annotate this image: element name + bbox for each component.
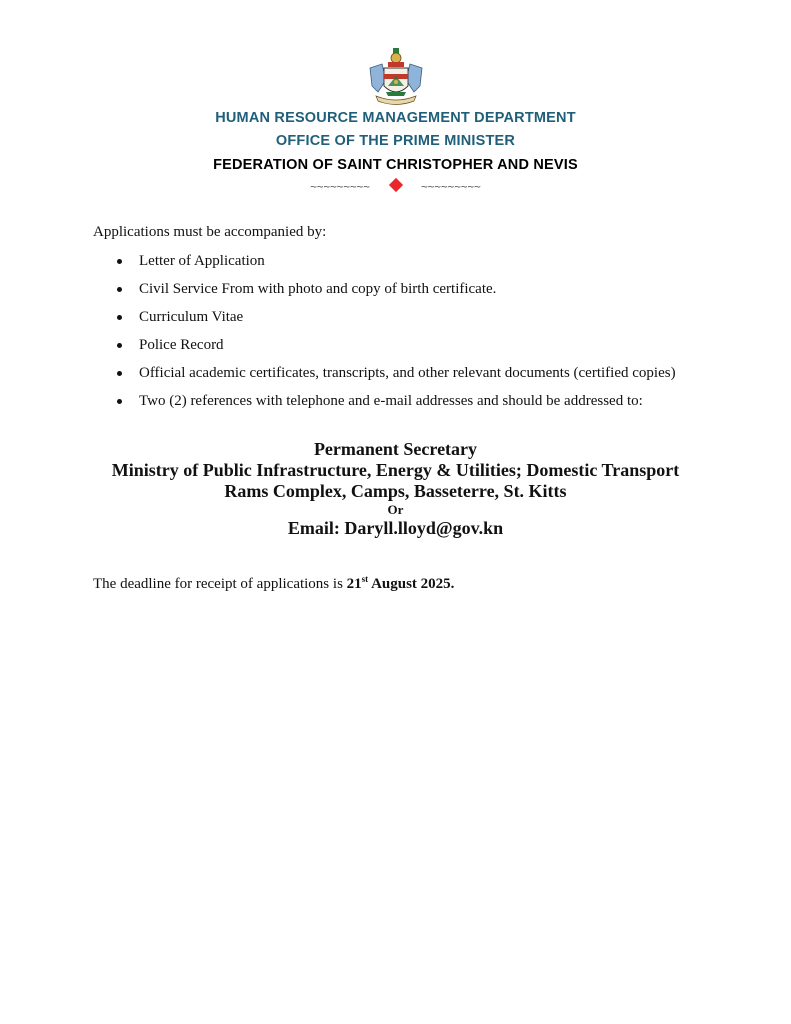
deadline-date-rest: August 2025. [368,576,455,592]
ministry-location: Rams Complex, Camps, Basseterre, St. Kitts [224,481,567,501]
office-title: OFFICE OF THE PRIME MINISTER [275,133,516,149]
bullet-icon [117,371,122,376]
recipient-title: Permanent Secretary [313,439,478,459]
contact-email: Email: Daryll.lloyd@gov.kn [287,518,504,538]
requirements-list [115,252,676,420]
ministry-name: Ministry of Public Infrastructure, Energy & Utilities; Domestic Transport [111,460,680,480]
deadline-notice [93,576,454,593]
requirement-text: Civil Service From with photo and copy of birth certificate. [139,281,497,297]
divider-tilde-left: ~~~~~~~~~ [310,180,370,193]
diamond-icon [388,178,402,192]
bullet-icon [117,315,122,320]
divider-tilde-right: ~~~~~~~~~ [421,180,481,193]
requirement-text: Letter of Application [139,253,265,269]
list-item [115,336,676,364]
federation-title: FEDERATION OF SAINT CHRISTOPHER AND NEVIS [213,157,578,173]
requirement-text: Official academic certificates, transcripts, and other relevant documents (certified copies) [139,365,676,381]
list-item [115,308,676,336]
list-item [115,364,676,392]
bullet-icon [117,259,122,264]
list-item [115,252,676,280]
deadline-day: 21 [346,576,362,592]
requirement-text: Police Record [139,337,224,353]
bullet-icon [117,399,122,404]
requirements-intro: Applications must be accompanied by: [93,224,327,240]
list-item [115,280,676,308]
department-title: HUMAN RESOURCE MANAGEMENT DEPARTMENT [215,110,576,126]
deadline-date [347,576,455,592]
header-divider [0,180,791,193]
bullet-icon [117,287,122,292]
requirement-text: Curriculum Vitae [139,309,244,325]
deadline-prefix: The deadline for receipt of applications is [93,576,347,592]
list-item [115,392,676,420]
requirement-text: Two (2) references with telephone and e-mail addresses and should be addressed to: [139,393,643,409]
bullet-icon [117,343,122,348]
deadline-day-suffix: st [361,574,369,584]
coat-of-arms-icon [366,46,426,108]
or-separator: Or [387,502,404,517]
